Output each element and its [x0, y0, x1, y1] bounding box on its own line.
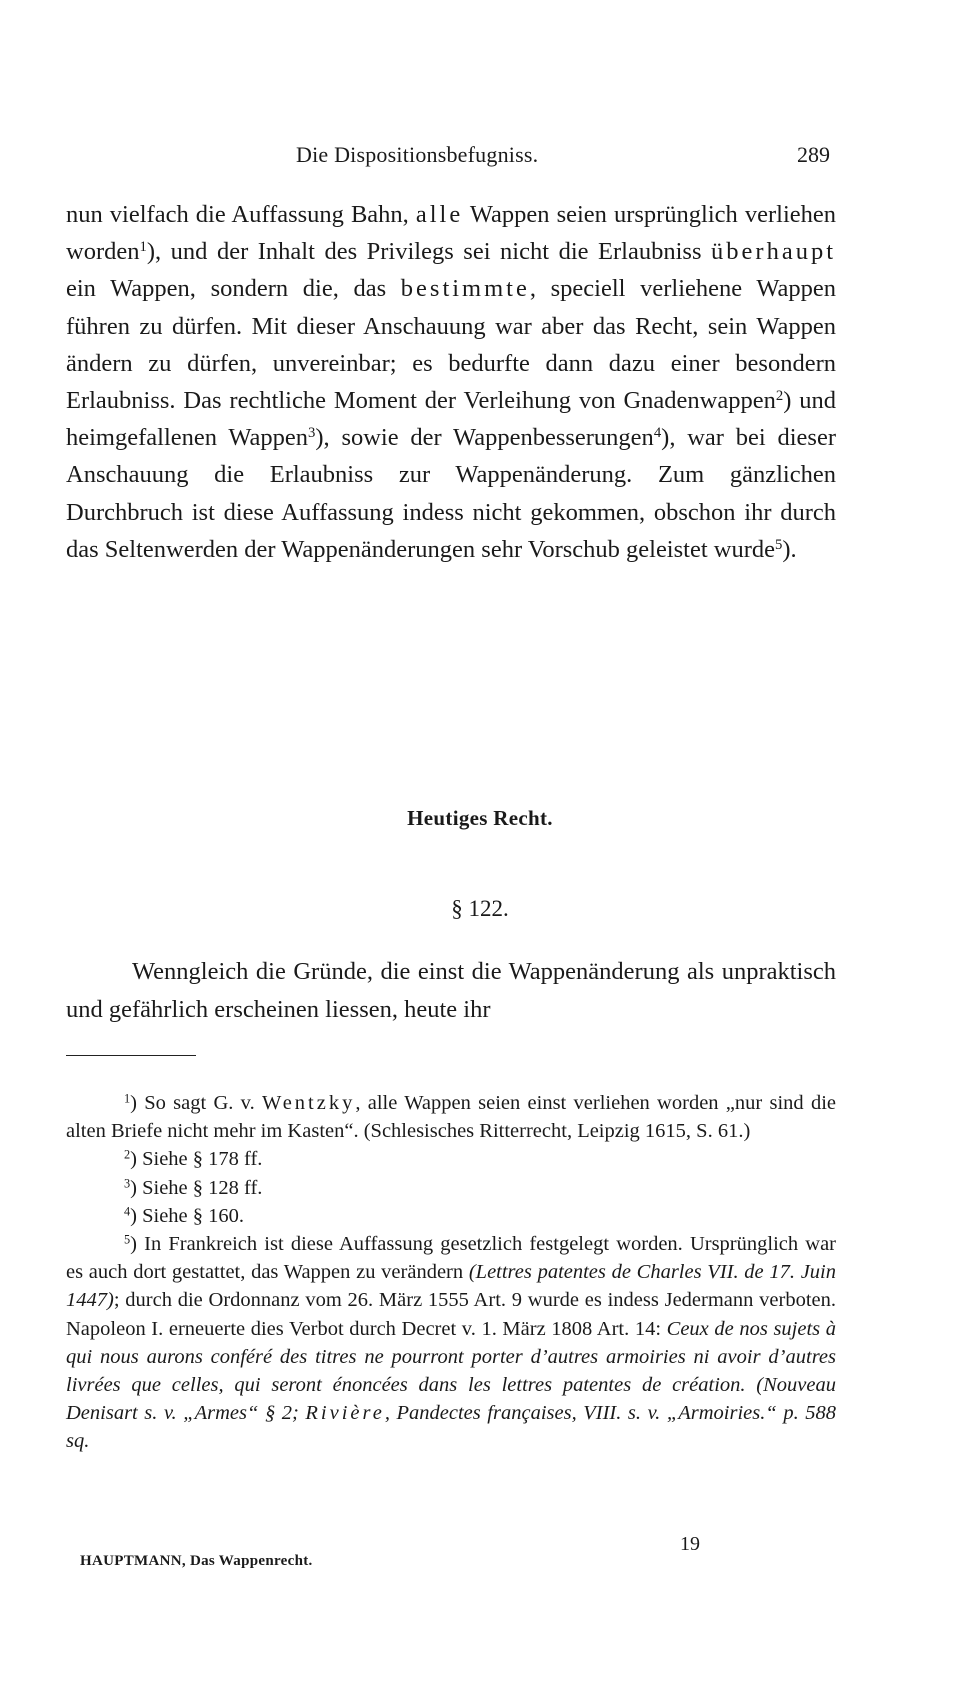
footnote-mark: 2 [124, 1147, 131, 1162]
italic-citation: (Lettres patentes de Charles VII. de 17. Juin 1447) [66, 1261, 837, 1312]
emphasis-spaced: alle [415, 201, 464, 228]
running-title: Die Dispositionsbefugniss. [296, 142, 539, 167]
paragraph-text [66, 196, 836, 568]
footnote-ref: 5 [775, 536, 783, 553]
italic-emphasis-spaced: Rivière [305, 1402, 385, 1425]
text-run: ) Siehe § 178 ff. [130, 1148, 263, 1171]
emphasis-spaced: Wentzky [261, 1092, 356, 1114]
section-paragraph [66, 953, 836, 1028]
text-run: Wappen seien ursprünglich verliehen worden [66, 201, 836, 266]
emphasis-spaced: überhaupt [711, 238, 836, 266]
footnote-5 [66, 1230, 836, 1456]
emphasis-spaced: bestimmte [400, 275, 530, 303]
text-run: nun vielfach die Auffassung Bahn, [66, 201, 416, 228]
footnote-mark: 5 [124, 1232, 131, 1247]
text-run: ), sowie der Wappenbesserungen [315, 424, 654, 452]
footnote-ref: 4 [653, 425, 662, 442]
text-run: ), und der Inhalt des Privilegs sei nicht die Erlaubniss [146, 238, 712, 266]
text-run: ) In Frankreich ist diese Auffassung gesetzlich festgelegt worden. Ursprünglich war es auch dort gestattet, das Wappen zu verändern [66, 1233, 836, 1284]
footnote-ref: 3 [308, 425, 316, 442]
italic-citation: , Pandectes françaises, VIII. s. v. „Armoiries.“ p. 588 sq. [66, 1402, 836, 1453]
footnote-2 [66, 1145, 836, 1173]
footnote-4 [66, 1202, 836, 1230]
text-run: ) So sagt G. v. [130, 1092, 262, 1114]
footnote-mark: 3 [124, 1175, 131, 1190]
footnote-ref: 1 [139, 239, 147, 256]
footnotes [66, 1089, 836, 1456]
paragraph-number: § 122. [451, 896, 509, 921]
running-header [66, 142, 830, 172]
text-run: ) und heimgefallenen Wappen [66, 387, 836, 452]
signature-number: 19 [680, 1533, 700, 1555]
footnote-3 [66, 1174, 836, 1202]
text-run: ) Siehe § 128 ff. [130, 1176, 263, 1199]
paragraph-text: Wenngleich die Gründe, die einst die Wappenänderung als unpraktisch und gefährlich erscheinen liessen, heute ihr [66, 958, 836, 1023]
footnote-mark: 1 [124, 1091, 131, 1106]
footnote-ref: 2 [775, 387, 784, 404]
main-paragraph [66, 196, 836, 568]
footnote-mark: 4 [124, 1204, 131, 1219]
section-heading: Heutiges Recht. [407, 806, 553, 830]
text-run: ). [782, 535, 797, 563]
footnote-divider [66, 1055, 196, 1056]
text-run: ), war bei dieser Anschauung die Erlaubniss zur Wappenänderung. Zum gänzlichen Durchbruch ist diese Auffassung indess nicht gekommen, obschon ihr durch das Seltenwerden der Wappenänderungen sehr Vorschub geleistet wurde [66, 424, 836, 563]
text-run: ein Wappen, sondern die, das [66, 275, 401, 303]
text-run: ) Siehe § 160. [130, 1204, 245, 1227]
italic-quote: Ceux de nos sujets à qui nous aurons conféré des titres ne pourront porter d’autres armoiries ni avoir d’autres livrées que celles, qui seront énoncées dans les lettres patentes de création. (Nouveau Denisart s. v. „Armes“ § 2; [66, 1317, 836, 1425]
footnote-1 [66, 1089, 836, 1145]
text-run: , speciell verliehene Wappen führen zu dürfen. Mit dieser Anschauung war aber das Recht, sein Wappen ändern zu dürfen, unvereinbar; es bedurfte dann dazu einer besondern Erlaubniss. Das rechtliche Moment der Verleihung von Gnadenwappen [66, 275, 836, 415]
text-run: , alle Wappen seien einst verliehen worden „nur sind die alten Briefe nicht mehr im Kasten“. (Schlesisches Ritterrecht, Leipzig 1615, S. 61.) [66, 1092, 836, 1143]
page-number: 289 [797, 142, 830, 167]
printer-signature: HAUPTMANN, Das Wappenrecht. [80, 1553, 313, 1569]
text-run: ; durch die Ordonnanz vom 26. März 1555 Art. 9 wurde es indess Jedermann verboten. Napoleon I. erneuerte dies Verbot durch Decret v. 1. März 1808 Art. 14: [66, 1289, 836, 1340]
